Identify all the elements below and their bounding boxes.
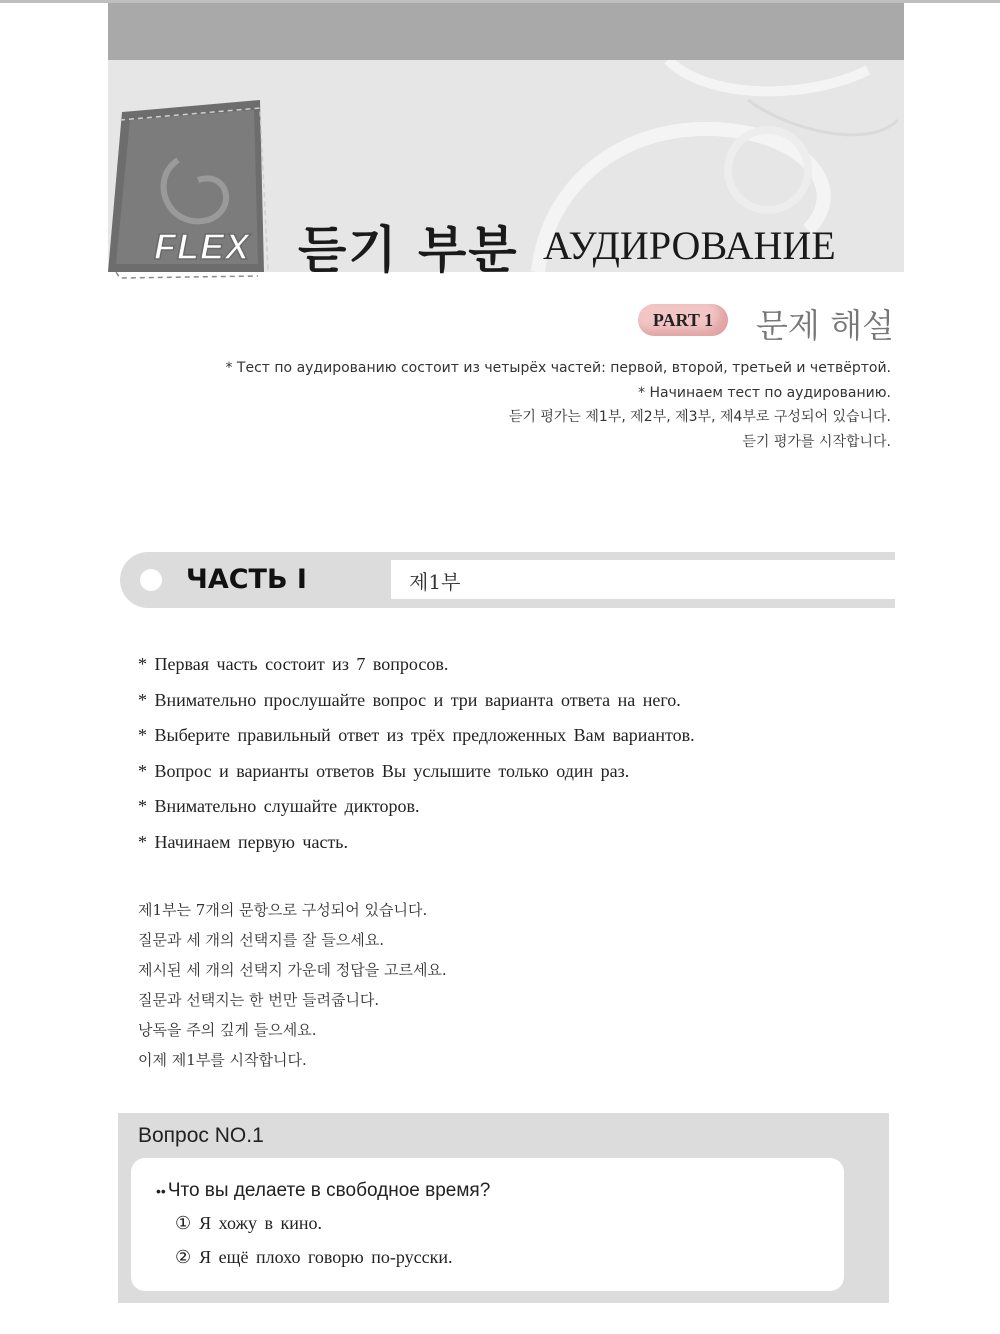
section-subtitle: 제1부 (409, 570, 461, 594)
section-title: ЧАСТЬ I (186, 564, 307, 595)
korean-instructions (138, 895, 447, 1075)
option-text: Я ещё плохо говорю по-русски. (199, 1247, 453, 1267)
question-card (131, 1158, 844, 1291)
rule-item: * Первая часть состоит из 7 вопросов. (138, 654, 449, 674)
question-text-line (156, 1180, 490, 1202)
korean-instruction-line: 이제 제1부를 시작합니다. (138, 1051, 307, 1069)
bullet-circle-icon (140, 569, 162, 591)
question-text: Что вы делаете в свободное время? (167, 1180, 491, 1201)
intro-text (225, 356, 891, 454)
section-subtitle-box (391, 560, 895, 599)
korean-instruction-line: 질문과 선택지는 한 번만 들려줍니다. (138, 991, 380, 1009)
answer-option (175, 1247, 452, 1268)
intro-line: * Тест по аудированию состоит из четырёх частей: первой, второй, третьей и четвёртой. (225, 360, 891, 376)
intro-line: 듣기 평가는 제1부, 제2부, 제3부, 제4부로 구성되어 있습니다. (508, 409, 891, 425)
option-number: ① (175, 1213, 192, 1234)
korean-instruction-line: 제시된 세 개의 선택지 가운데 정답을 고르세요. (138, 961, 447, 979)
rule-item: * Выберите правильный ответ из трёх предложенных Вам вариантов. (138, 725, 695, 745)
intro-line: * Начинаем тест по аудированию. (638, 384, 891, 401)
rule-item: * Вопрос и варианты ответов Вы услышите только один раз. (138, 760, 630, 781)
korean-instruction-line: 제1부는 7개의 문항으로 구성되어 있습니다. (138, 901, 428, 919)
part-badge: PART 1 (638, 304, 728, 336)
korean-instruction-line: 질문과 세 개의 선택지를 잘 들으세요. (138, 931, 384, 949)
header-top-band (108, 3, 904, 60)
question-marker-icon: •• (156, 1183, 166, 1199)
question-number: Вопрос NO.1 (138, 1124, 264, 1147)
option-text: Я хожу в кино. (199, 1213, 322, 1233)
page-title-korean: 듣기 부분 (298, 221, 519, 279)
rule-item: * Внимательно прослушайте вопрос и три варианта ответа на него. (138, 689, 681, 710)
rule-item: * Начинаем первую часть. (138, 831, 349, 852)
question-panel (118, 1113, 889, 1303)
answer-option (175, 1213, 322, 1234)
logo-text: FLEX (154, 226, 251, 267)
page-title-russian: АУДИРОВАНИЕ (543, 223, 836, 268)
option-number: ② (175, 1247, 192, 1268)
intro-line: 듣기 평가를 시작합니다. (742, 433, 891, 450)
part-title: 문제 해설 (756, 306, 895, 345)
rule-item: * Внимательно слушайте дикторов. (138, 796, 420, 816)
rules-list (138, 654, 695, 867)
korean-instruction-line: 낭독을 주의 깊게 들으세요. (138, 1021, 317, 1039)
section-header-bar (120, 552, 895, 608)
